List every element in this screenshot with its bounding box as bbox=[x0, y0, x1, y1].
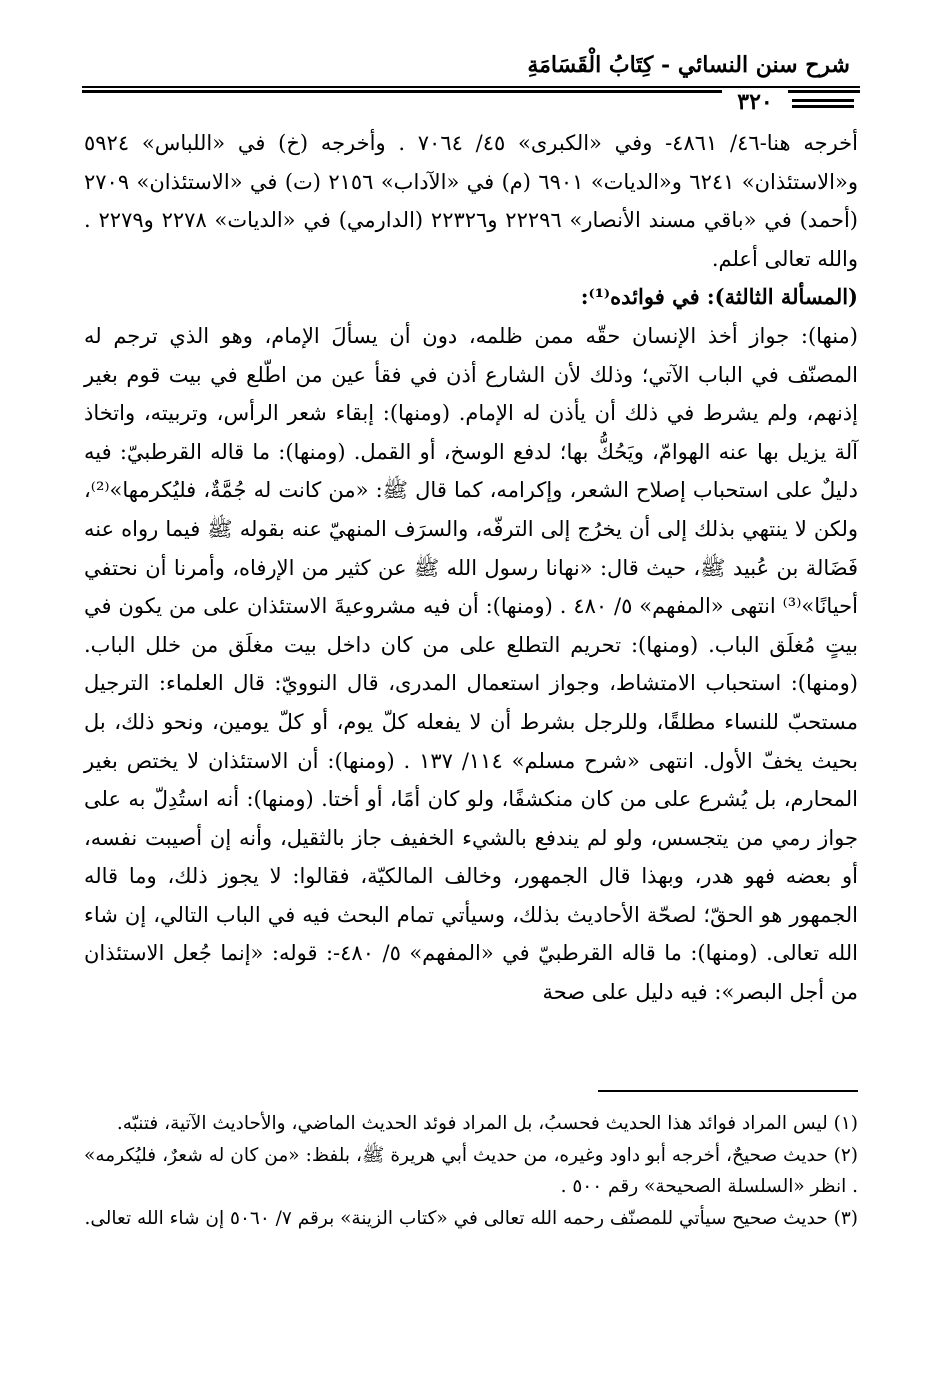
page-number-rule-bottom bbox=[792, 105, 854, 108]
running-header-title: شرح سنن النسائي - كِتَابُ الْقَسَامَةِ bbox=[527, 52, 850, 78]
main-text-body bbox=[84, 124, 858, 1012]
page-number-rule-top bbox=[792, 99, 854, 102]
footnotes bbox=[84, 1108, 858, 1235]
footnote-2: (٢) حديث صحيحٌ، أخرجه أبو داود وغيره، من حديث أبي هريرة ﷺ، بلفظ: «من كان له شعرٌ، فليُكرمه» . انظر «السلسلة الصحيحة» رقم ٥٠٠ . bbox=[84, 1145, 858, 1197]
footnote-3: (٣) حديث صحيح سيأتي للمصنّف رحمه الله تعالى في «كتاب الزينة» برقم ٧/ ٥٠٦٠ إن شاء الله تعالى. bbox=[84, 1208, 858, 1229]
section-heading-third-issue: (المسألة الثالثة): في فوائده⁽¹⁾: bbox=[580, 284, 858, 310]
main-paragraph-benefits: (منها): جواز أخذ الإنسان حقّه ممن ظلمه، دون أن يسألَ الإمام، وهو الذي ترجم له المصنّف في الباب الآتي؛ وذلك لأن الشارع أذن في فقأ عين من اطّلع في بيت قوم بغير إذنهم، ولم يشرط في ذلك أن يأذن له الإمام. (ومنها): إبقاء شعر الرأس، وتربيته، واتخاذ آلة يزيل بها عنه الهوامّ، ويَحُكُّ بها؛ لدفع الوسخ، أو القمل. (ومنها): ما قاله القرطبيّ: فيه دليلٌ على استحباب إصلاح الشعر، وإكرامه، كما قال ﷺ: «من كانت له جُمَّةٌ، فليُكرمها»⁽²⁾، ولكن لا ينتهي بذلك إلى أن يخرُج إلى الترفّه، والسرَف المنهيّ عنه بقوله ﷺ فيما رواه عنه فَضَالة بن عُبيد ﷺ، حيث قال: «نهانا رسول الله ﷺ عن كثير من الإرفاه، وأمرنا أن نحتفي أحيانًا»⁽³⁾ انتهى «المفهم» ٥/ ٤٨٠ . (ومنها): أن فيه مشروعيةَ الاستئذان على من يكون في بيتٍ مُغلَق الباب. (ومنها): تحريم التطلع على من كان داخل بيت مغلَق من خلل الباب. (ومنها): استحباب الامتشاط، وجواز استعمال المدرى، قال النوويّ: قال العلماء: الترجيل مستحبّ للنساء مطلقًا، وللرجل بشرط أن لا يفعله كلّ يوم، أو كلّ يومين، ونحو ذلك، بل بحيث يخفّ الأول. انتهى «شرح مسلم» ١١٤/ ١٣٧ . (ومنها): أن الاستئذان لا يختص بغير المحارم، بل يُشرع على من كان منكشفًا، ولو كان أمًا، أو أختا. (ومنها): أنه استُدِلّ به على جواز رمي من يتجسس، ولو لم يندفع بالشيء الخفيف جاز بالثقيل، وأنه إن أصيبت نفسه، أو بعضه فهو هدر، وبهذا قال الجمهور، وخالف المالكيّة، فقالوا: لا يجوز ذلك، وما قاله الجمهور هو الحقّ؛ لصحّة الأحاديث بذلك، وسيأتي تمام البحث فيه في الباب التالي، إن شاء الله تعالى. (ومنها): ما قاله القرطبيّ في «المفهم» ٥/ ٤٨٠-: قوله: «إنما جُعل الاستئذان من أجل البصر»: فيه دليل على صحة bbox=[84, 323, 858, 1005]
footnote-1: (١) ليس المراد فوائد هذا الحديث فحسبُ، بل المراد فوئد الحديث الماضي، والأحاديث الآتية، فتنبّه. bbox=[116, 1113, 858, 1134]
page-number: ٣٢٠ bbox=[722, 88, 788, 116]
footnote-separator bbox=[598, 1090, 858, 1092]
main-paragraph-takhrij: أخرجه هنا-٤٦/ ٤٨٦١- وفي «الكبرى» ٤٥/ ٧٠٦٤ . وأخرجه (خ) في «اللباس» ٥٩٢٤ و«الاستئذان» ٦٢٤١ و«الديات» ٦٩٠١ (م) في «الآداب» ٢١٥٦ (ت) في «الاستئذان» ٢٧٠٩ (أحمد) في «باقي مسند الأنصار» ٢٢٢٩٦ و٢٢٣٢٦ (الدارمي) في «الديات» ٢٢٧٨ و٢٢٧٩ . والله تعالى أعلم. bbox=[84, 131, 858, 271]
